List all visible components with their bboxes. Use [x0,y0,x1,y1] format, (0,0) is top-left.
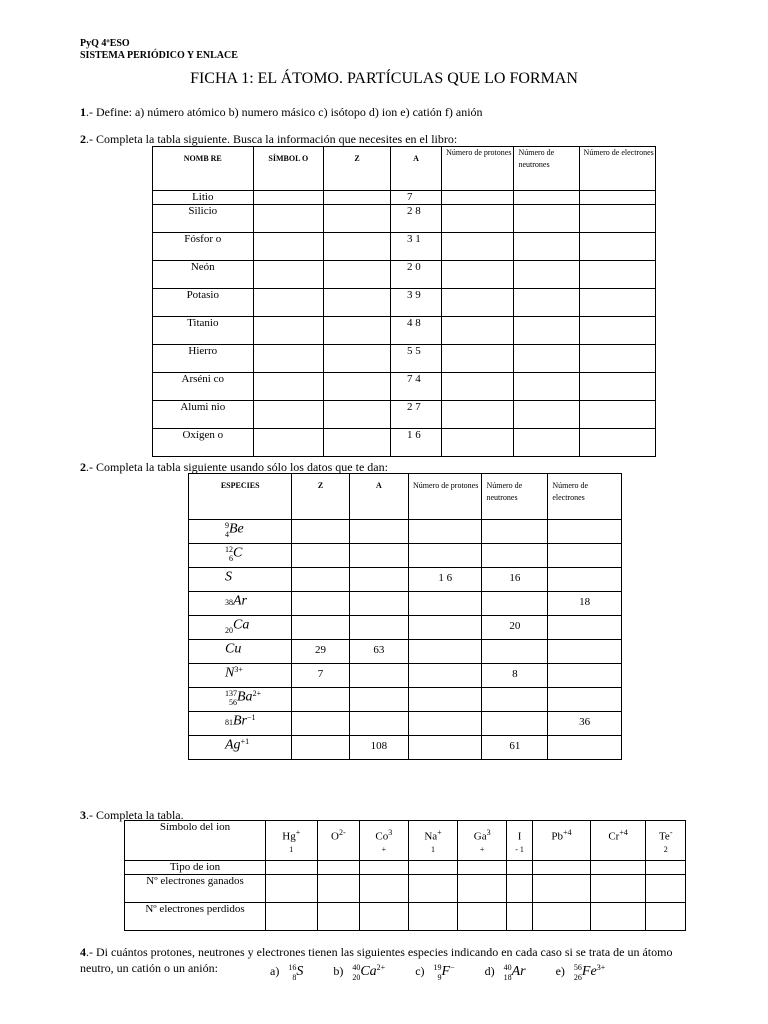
n-cell: 8 [482,664,548,688]
n-cell[interactable] [482,688,548,712]
item-label: d) [484,963,498,978]
header-cell: Z [292,474,349,520]
table-row [153,401,656,429]
symbol-cell[interactable] [253,289,323,317]
species-item [333,962,385,982]
answer-cell[interactable] [458,861,506,875]
element-name: Arséni co [153,373,254,401]
a-cell: 108 [349,736,408,760]
answer-cell[interactable] [506,903,532,931]
a-cell[interactable] [349,592,408,616]
ion-symbol-cell [458,821,506,861]
answer-cell[interactable] [590,875,646,903]
species-charge: 2+ [252,689,262,698]
header-cell: Número de electrones [548,474,622,520]
z-cell[interactable] [292,544,349,568]
header-cell: A [391,147,442,191]
p-cell[interactable] [409,544,482,568]
a-cell[interactable] [349,520,408,544]
ion-subscript: + [479,844,485,854]
protons-cell[interactable] [442,401,514,429]
ions-table [124,820,686,931]
species-cell [189,544,292,568]
neutrons-cell[interactable] [514,233,579,261]
answer-cell[interactable] [646,903,686,931]
page-title: FICHA 1: EL ÁTOMO. PARTÍCULAS QUE LO FORMAN [190,70,578,87]
symbol-cell[interactable] [253,191,323,205]
species-cell [189,520,292,544]
answer-cell[interactable] [646,875,686,903]
element-name: Silicio [153,205,254,233]
answer-cell[interactable] [266,903,318,931]
z-cell[interactable] [292,712,349,736]
item-label: a) [270,963,283,978]
species-symbol: Ca [233,617,250,633]
symbol-cell[interactable] [253,401,323,429]
z-cell[interactable] [292,616,349,640]
answer-cell[interactable] [317,875,359,903]
mass-number: 5 5 [391,345,442,373]
z-cell[interactable] [324,233,391,261]
atomic-prefix: 26 [573,973,582,982]
species-item [556,962,606,982]
elements-table [152,146,656,457]
answer-cell[interactable] [360,903,409,931]
header-cell: Número de protones [409,474,482,520]
e-cell[interactable] [548,520,622,544]
electrons-cell[interactable] [579,429,655,457]
z-cell[interactable] [324,373,391,401]
mass-number: 2 0 [391,261,442,289]
z-cell[interactable] [324,205,391,233]
element-name: Litio [153,191,254,205]
table-row [125,861,686,875]
table-row [153,345,656,373]
atomic-prefix: 56 [229,698,237,708]
table-row [153,233,656,261]
row-label: Nº electrones ganados [125,875,266,903]
mass-prefix: 19 [433,963,442,972]
element-name: Potasio [153,289,254,317]
e-cell: 18 [548,592,622,616]
protons-cell[interactable] [442,345,514,373]
item-label: c) [415,963,428,978]
mass-prefix: 137 [225,689,237,699]
e-cell[interactable] [548,736,622,760]
answer-cell[interactable] [506,861,532,875]
symbol-cell[interactable] [253,373,323,401]
n-cell: 16 [482,568,548,592]
e-cell[interactable] [548,640,622,664]
table-row [189,736,622,760]
table-row [153,191,656,205]
answer-cell[interactable] [458,903,506,931]
electrons-cell[interactable] [579,345,655,373]
species-charge: −1 [247,713,256,722]
mass-number: 3 9 [391,289,442,317]
species-symbol: C [233,545,243,561]
ion-symbol-cell [646,821,686,861]
atomic-prefix: 9 [437,973,442,982]
table-row [189,544,622,568]
mass-number: 7 4 [391,373,442,401]
species-item [485,962,526,982]
header-cell: SÍMBOL O [253,147,323,191]
table-row [153,261,656,289]
ion-symbol: Ga [473,830,487,843]
electrons-cell[interactable] [579,401,655,429]
answer-cell[interactable] [408,875,458,903]
element-name: Hierro [153,345,254,373]
answer-cell[interactable] [360,861,409,875]
p-cell[interactable] [409,616,482,640]
item-label: b) [333,963,347,978]
ion-symbol: Hg [282,830,296,843]
table-row [153,205,656,233]
p-cell[interactable] [409,592,482,616]
ion-charge: 2- [338,828,346,837]
mass-prefix: 16 [288,963,297,972]
mass-prefix: 56 [573,963,582,972]
species-symbol: Br [233,713,247,729]
electrons-cell[interactable] [579,205,655,233]
table-row [189,520,622,544]
atomic-prefix: 20 [225,626,233,636]
symbol-cell[interactable] [253,261,323,289]
protons-cell[interactable] [442,373,514,401]
item-label: e) [555,963,568,978]
atomic-prefix: 20 [352,973,361,982]
ion-charge: + [437,828,442,837]
element-name: Fósfor o [153,233,254,261]
table-row [189,568,622,592]
question-3: 3.- Completa la tabla. [80,808,184,822]
species-symbol: Fe [581,963,597,979]
question-2a: 2.- Completa la tabla siguiente. Busca la información que necesites en el libro: [80,132,458,146]
species-symbol: Ba [237,689,253,705]
protons-cell[interactable] [442,261,514,289]
row-label: Tipo de ion [125,861,266,875]
header-cell: Número de protones [442,147,514,191]
ion-charge: - [669,828,673,837]
mass-number: 7 [391,191,442,205]
electrons-cell[interactable] [579,373,655,401]
mass-prefix: 40 [503,963,512,972]
ion-subscript: - 1 [515,844,524,854]
n-cell[interactable] [482,712,548,736]
species-cell [189,712,292,736]
p-cell[interactable] [409,664,482,688]
ion-symbol: Na [424,830,438,843]
header-cell: Número de neutrones [482,474,548,520]
e-cell: 36 [548,712,622,736]
table-row [189,616,622,640]
z-cell[interactable] [292,688,349,712]
ion-subscript: 1 [289,844,294,854]
species-symbol: N [225,665,235,681]
n-cell[interactable] [482,520,548,544]
ion-charge: 3 [388,828,393,837]
neutrons-cell[interactable] [514,373,579,401]
header-cell: Número de neutrones [514,147,579,191]
e-cell[interactable] [548,568,622,592]
species-symbol: Ca [360,963,377,979]
protons-cell[interactable] [442,289,514,317]
mass-prefix: 81 [225,717,233,727]
mass-number: 2 8 [391,205,442,233]
species-symbol: F [441,963,451,979]
z-cell: 29 [292,640,349,664]
mass-number: 3 1 [391,233,442,261]
answer-cell[interactable] [266,861,318,875]
question-2b: 2.- Completa la tabla siguiente usando sólo los datos que te dan: [80,460,388,474]
answer-cell[interactable] [317,903,359,931]
mass-number: 4 8 [391,317,442,345]
neutrons-cell[interactable] [514,289,579,317]
z-cell[interactable] [324,401,391,429]
question-1: 1.- Define: a) número atómico b) numero másico c) isótopo d) ion e) catión f) anión [80,105,483,119]
mass-prefix: 12 [225,545,233,555]
header-course: PyQ 4ºESO [80,38,130,49]
e-cell[interactable] [548,616,622,640]
answer-cell[interactable] [533,861,590,875]
symbol-cell[interactable] [253,233,323,261]
z-cell[interactable] [292,736,349,760]
z-cell[interactable] [292,520,349,544]
ion-symbol: Te [658,830,670,843]
protons-cell[interactable] [442,429,514,457]
atomic-prefix: 8 [292,973,297,982]
n-cell[interactable] [482,544,548,568]
species-cell [189,664,292,688]
mass-number: 2 7 [391,401,442,429]
answer-cell[interactable] [646,861,686,875]
header-topic: SISTEMA PERIÓDICO Y ENLACE [80,50,238,61]
answer-cell[interactable] [408,861,458,875]
table-row [125,875,686,903]
species-symbol: S [296,963,304,979]
species-charge: 3+ [596,962,606,972]
answer-cell[interactable] [590,903,646,931]
table-row [153,373,656,401]
symbol-cell[interactable] [253,345,323,373]
a-cell[interactable] [349,688,408,712]
z-cell[interactable] [324,317,391,345]
answer-cell[interactable] [590,861,646,875]
neutrons-cell[interactable] [514,317,579,345]
n-cell[interactable] [482,592,548,616]
species-table [188,473,622,760]
protons-cell[interactable] [442,233,514,261]
answer-cell[interactable] [533,875,590,903]
element-name: Titanio [153,317,254,345]
e-cell[interactable] [548,664,622,688]
ion-symbol-cell [590,821,646,861]
header-cell: ESPECIES [189,474,292,520]
species-cell [189,640,292,664]
electrons-cell[interactable] [579,191,655,205]
protons-cell[interactable] [442,205,514,233]
atomic-prefix: 18 [503,973,512,982]
table-row [189,640,622,664]
a-cell[interactable] [349,616,408,640]
table-row [189,712,622,736]
species-charge: − [450,962,455,972]
neutrons-cell[interactable] [514,345,579,373]
ion-symbol-cell [408,821,458,861]
question-4-species [270,962,740,982]
p-cell[interactable] [409,712,482,736]
header-cell: Z [324,147,391,191]
corner-cell: Símbolo del ion [125,821,266,861]
species-cell [189,568,292,592]
table-row [189,688,622,712]
symbol-cell[interactable] [253,205,323,233]
question-4: 4.- Di cuántos protones, neutrones y electrones tienen las siguientes especies indicando en cada caso si se trata de un átomo [80,945,673,959]
a-cell[interactable] [349,568,408,592]
ion-charge: 3 [486,828,491,837]
answer-cell[interactable] [360,875,409,903]
table-row [189,592,622,616]
ion-symbol-cell [317,821,359,861]
species-symbol: Ar [511,963,526,979]
table-row [153,289,656,317]
neutrons-cell[interactable] [514,261,579,289]
atomic-prefix: 4 [225,530,229,540]
z-cell[interactable] [324,345,391,373]
element-name: Oxígen o [153,429,254,457]
a-cell[interactable] [349,544,408,568]
species-charge: +1 [240,737,250,746]
answer-cell[interactable] [266,875,318,903]
ion-charge: + [295,828,301,837]
element-name: Neón [153,261,254,289]
ion-charge: +4 [619,828,628,837]
electrons-cell[interactable] [579,317,655,345]
species-symbol: Cu [225,641,242,657]
ion-symbol-cell [360,821,409,861]
answer-cell[interactable] [458,875,506,903]
protons-cell[interactable] [442,317,514,345]
p-cell[interactable] [409,688,482,712]
p-cell[interactable] [409,640,482,664]
neutrons-cell[interactable] [514,205,579,233]
z-cell[interactable] [324,289,391,317]
ion-symbol: O [331,830,339,843]
z-cell[interactable] [292,592,349,616]
species-item [270,962,303,982]
n-cell[interactable] [482,640,548,664]
ion-subscript: + [381,844,387,854]
z-cell[interactable] [324,261,391,289]
header-cell: A [349,474,408,520]
a-cell[interactable] [349,712,408,736]
p-cell[interactable] [409,736,482,760]
answer-cell[interactable] [408,903,458,931]
mass-prefix: 38 [225,597,233,607]
ion-subscript: 1 [431,844,436,854]
ion-symbol: Co [375,830,389,843]
electrons-cell[interactable] [579,289,655,317]
e-cell[interactable] [548,688,622,712]
answer-cell[interactable] [506,875,532,903]
species-cell [189,688,292,712]
species-cell [189,592,292,616]
z-cell[interactable] [292,568,349,592]
ion-symbol: Cr [608,830,620,843]
species-item [415,962,454,982]
mass-number: 1 6 [391,429,442,457]
species-symbol: S [225,569,232,585]
z-cell[interactable] [324,429,391,457]
header-cell: Número de electrones [579,147,655,191]
species-symbol: Ag [225,737,241,753]
ion-symbol: Pb [551,830,564,843]
a-cell: 63 [349,640,408,664]
n-cell: 20 [482,616,548,640]
table-row [153,317,656,345]
answer-cell[interactable] [533,903,590,931]
p-cell: 1 6 [409,568,482,592]
species-symbol: Be [229,521,244,537]
atomic-prefix: 6 [229,554,233,564]
ion-symbol-cell [266,821,318,861]
species-charge: 2+ [376,962,386,972]
electrons-cell[interactable] [579,261,655,289]
n-cell: 61 [482,736,548,760]
table-row [153,429,656,457]
species-charge: 3+ [234,665,243,674]
protons-cell[interactable] [442,191,514,205]
mass-prefix: 40 [352,963,361,972]
ion-symbol-cell [506,821,532,861]
species-symbol: Ar [233,593,247,609]
species-cell [189,736,292,760]
symbol-cell[interactable] [253,317,323,345]
mass-prefix: 9 [225,521,229,531]
symbol-cell[interactable] [253,429,323,457]
table-row [125,903,686,931]
a-cell[interactable] [349,664,408,688]
element-name: Alumi nio [153,401,254,429]
species-cell [189,616,292,640]
e-cell[interactable] [548,544,622,568]
electrons-cell[interactable] [579,233,655,261]
header-cell: NOMB RE [153,147,254,191]
neutrons-cell[interactable] [514,429,579,457]
answer-cell[interactable] [317,861,359,875]
ion-charge: +4 [563,828,572,837]
p-cell[interactable] [409,520,482,544]
ion-subscript: 2 [663,844,668,854]
ion-symbol-cell [533,821,590,861]
row-label: Nº electrones perdidos [125,903,266,931]
neutrons-cell[interactable] [514,401,579,429]
z-cell: 7 [292,664,349,688]
z-cell[interactable] [324,191,391,205]
table-row [189,664,622,688]
neutrons-cell[interactable] [514,191,579,205]
ion-symbol: I [517,830,522,843]
question-4-line2: neutro, un catión o un anión: [80,961,218,975]
